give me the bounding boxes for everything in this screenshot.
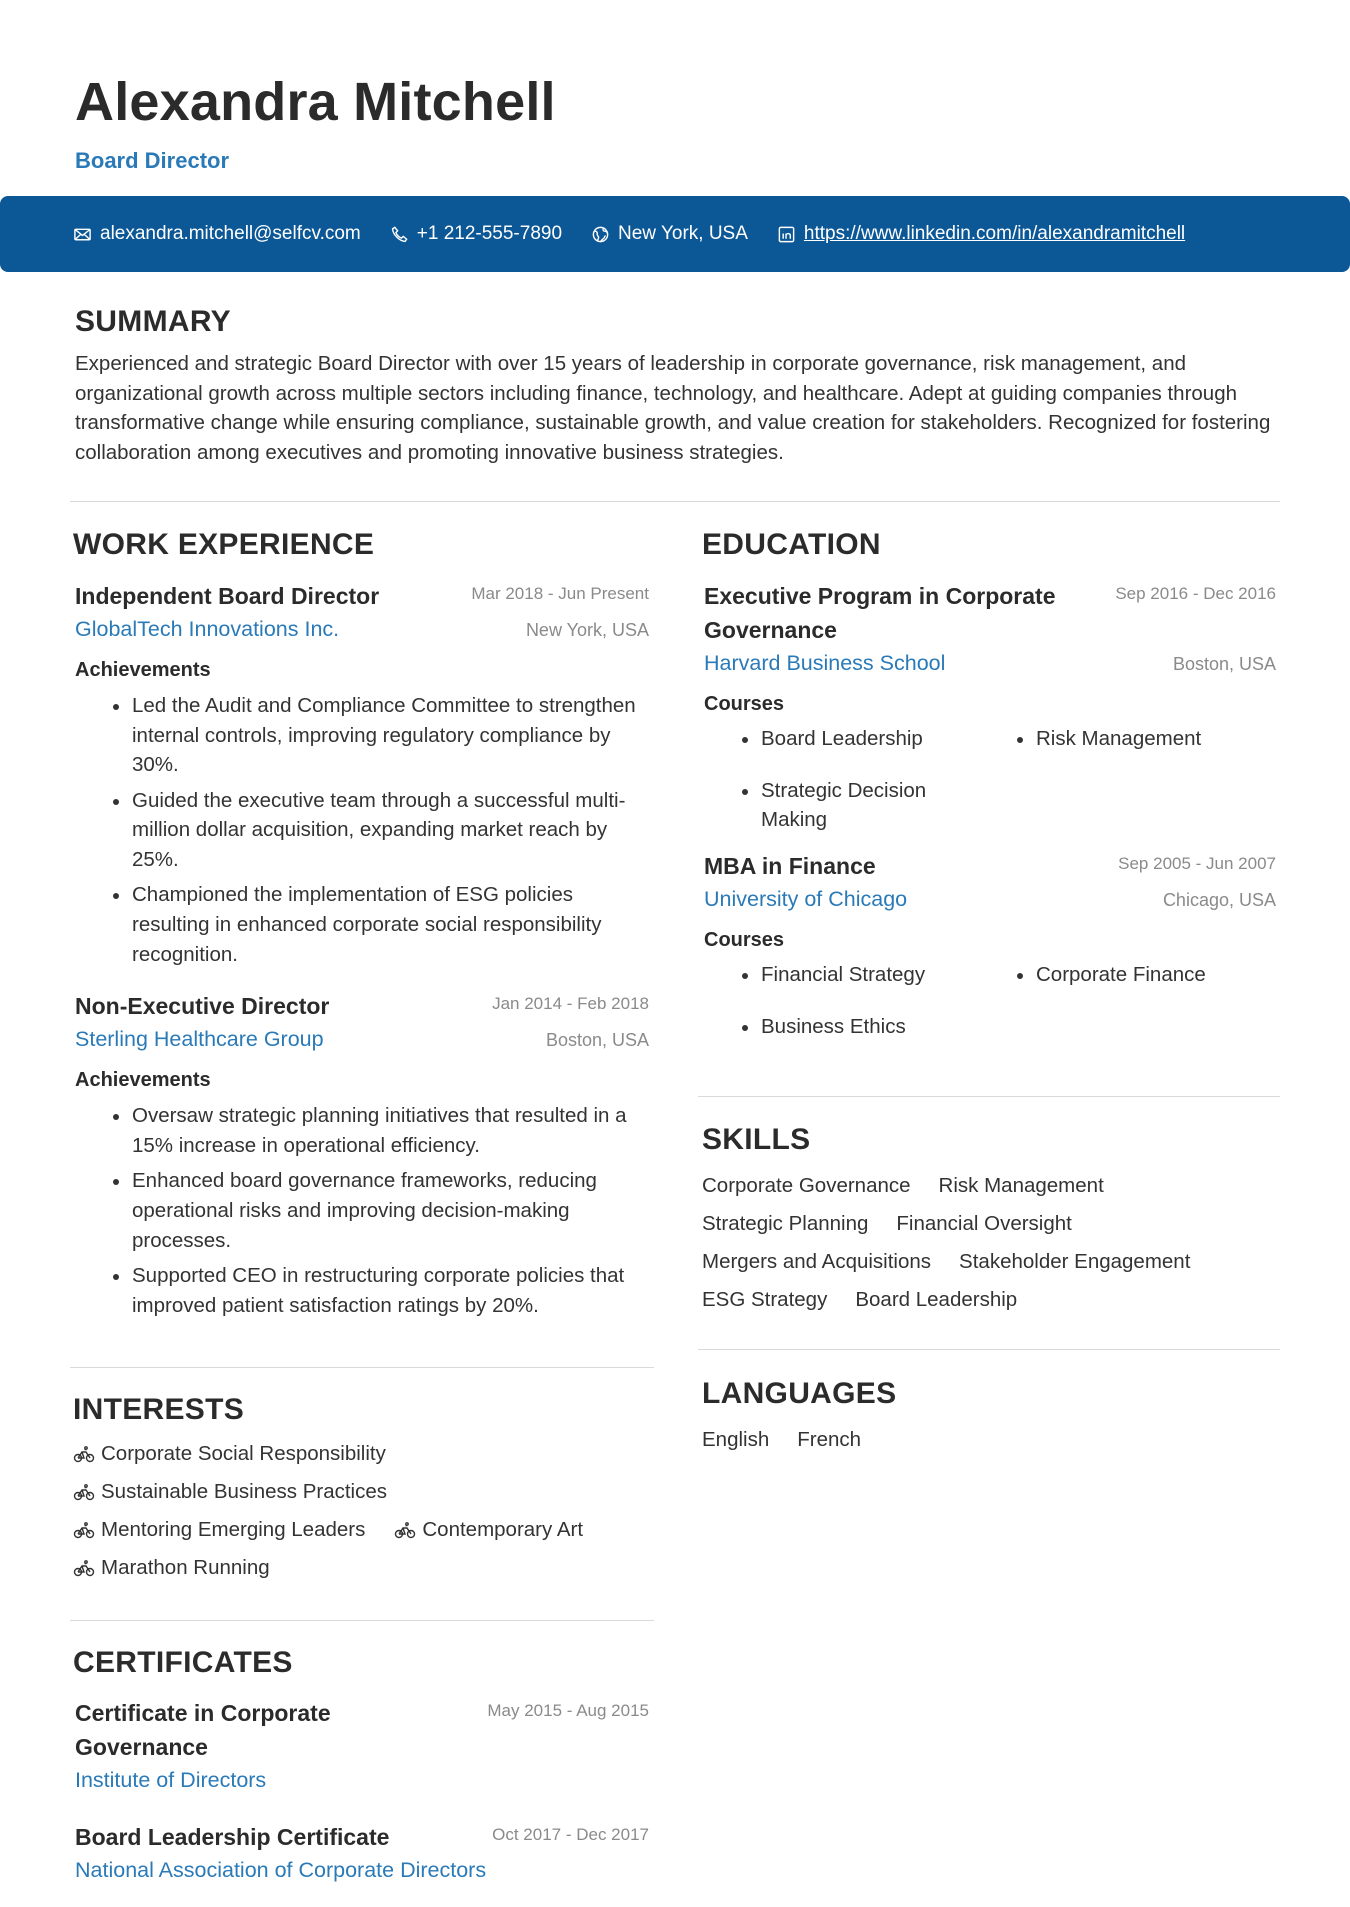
email-text: alexandra.mitchell@selfcv.com	[100, 223, 361, 244]
interest-label: Mentoring Emerging Leaders	[101, 1518, 366, 1541]
languages-section	[702, 1377, 1276, 1455]
job-title: Non-Executive Director	[75, 993, 330, 1020]
achievements-label: Achievements	[75, 659, 211, 681]
divider	[70, 501, 1280, 502]
job-title: Independent Board Director	[75, 583, 380, 609]
skills-list	[702, 1171, 1276, 1315]
course-item: Financial Strategy	[761, 960, 1036, 990]
job-date: Jan 2014 - Feb 2018	[492, 994, 649, 1014]
skills-section	[702, 1123, 1276, 1315]
phone-icon	[390, 225, 409, 244]
bicycle-icon	[394, 1521, 416, 1539]
summary-heading: SUMMARY	[75, 305, 231, 338]
bicycle-icon	[73, 1445, 95, 1463]
interest-item	[73, 1553, 604, 1583]
interest-item	[73, 1515, 365, 1545]
interest-label: Sustainable Business Practices	[101, 1480, 388, 1503]
degree-date: Sep 2005 - Jun 2007	[1118, 854, 1276, 874]
certificate-title: Board Leadership Certificate	[75, 1824, 390, 1850]
divider	[698, 1096, 1280, 1097]
skill-tag: Board Leadership	[855, 1288, 1018, 1311]
skill-tag: Corporate Governance	[702, 1174, 911, 1197]
languages-list	[702, 1425, 1276, 1455]
location-text: New York, USA	[618, 223, 748, 244]
contact-bar	[0, 196, 1350, 272]
interests-list	[73, 1439, 633, 1583]
degree-title: Executive Program in Corporate Governance	[704, 583, 1056, 643]
courses-label: Courses	[704, 929, 785, 952]
language-item: French	[797, 1428, 862, 1451]
interest-label: Corporate Social Responsibility	[101, 1442, 386, 1465]
contact-email[interactable]	[73, 223, 361, 245]
achievements-list	[75, 691, 649, 969]
education-heading: EDUCATION	[702, 528, 881, 561]
education-entry	[702, 849, 1276, 1041]
job-company: Sterling Healthcare Group	[75, 1027, 324, 1052]
job-location: New York, USA	[525, 620, 649, 640]
degree-title: MBA in Finance	[704, 853, 876, 880]
degree-date: Sep 2016 - Dec 2016	[1115, 584, 1276, 603]
interest-item	[73, 1439, 604, 1469]
certificate-issuer: National Association of Corporate Directors	[75, 1858, 487, 1882]
job-entry	[73, 579, 649, 969]
skill-tag: Risk Management	[938, 1174, 1104, 1197]
job-company: GlobalTech Innovations Inc.	[75, 617, 340, 641]
school-name: University of Chicago	[704, 887, 908, 912]
resume-header	[75, 70, 556, 174]
courses-list	[704, 724, 1276, 835]
mail-icon	[73, 225, 92, 244]
interest-label: Marathon Running	[101, 1556, 270, 1579]
certificates-heading: CERTIFICATES	[73, 1646, 293, 1679]
course-item: Business Ethics	[761, 1012, 1036, 1042]
achievement-item: Championed the implementation of ESG policies resulting in enhanced corporate social responsibility recognition.	[132, 880, 649, 969]
certificate-issuer: Institute of Directors	[75, 1768, 267, 1792]
divider	[70, 1367, 654, 1368]
interest-item	[394, 1515, 583, 1545]
skill-tag: Financial Oversight	[896, 1212, 1072, 1235]
skill-tag: Stakeholder Engagement	[959, 1250, 1191, 1273]
course-item: Board Leadership	[761, 724, 1036, 754]
job-date: Mar 2018 - Jun Present	[471, 584, 649, 603]
achievement-item: Enhanced board governance frameworks, reducing operational risks and improving decision-making processes.	[132, 1166, 649, 1255]
linkedin-link[interactable]: https://www.linkedin.com/in/alexandramitchell	[803, 223, 1186, 244]
courses-label: Courses	[704, 693, 785, 715]
job-entry	[73, 989, 649, 1320]
language-item: English	[702, 1428, 770, 1451]
bicycle-icon	[73, 1559, 95, 1577]
certificate-entry	[73, 1696, 649, 1796]
work-heading: WORK EXPERIENCE	[73, 528, 375, 561]
contact-phone[interactable]	[390, 223, 562, 245]
skills-heading: SKILLS	[702, 1123, 811, 1156]
contact-location	[591, 223, 748, 245]
languages-heading: LANGUAGES	[702, 1377, 897, 1410]
achievement-item: Guided the executive team through a successful multi-million dollar acquisition, expanding market reach by 25%.	[132, 786, 649, 875]
candidate-name: Alexandra Mitchell	[75, 72, 556, 132]
achievement-item: Led the Audit and Compliance Committee to strengthen internal controls, improving regulatory compliance by 30%.	[132, 691, 649, 780]
interest-item	[73, 1477, 604, 1507]
divider	[698, 1349, 1280, 1350]
summary-section	[75, 305, 1275, 468]
bicycle-icon	[73, 1521, 95, 1539]
job-location: Boston, USA	[545, 1030, 649, 1051]
phone-text: +1 212-555-7890	[416, 223, 563, 244]
contact-linkedin[interactable]	[777, 223, 1185, 245]
interests-heading: INTERESTS	[73, 1393, 245, 1426]
skill-tag: ESG Strategy	[702, 1288, 828, 1311]
candidate-title: Board Director	[75, 148, 230, 173]
achievements-label: Achievements	[75, 1069, 211, 1092]
interest-label: Contemporary Art	[422, 1518, 584, 1541]
interests-section	[73, 1393, 653, 1583]
achievements-list	[75, 1101, 649, 1320]
certificate-entry	[73, 1820, 649, 1886]
certificate-date: May 2015 - Aug 2015	[487, 1701, 649, 1720]
globe-icon	[591, 225, 610, 244]
school-name: Harvard Business School	[704, 651, 946, 675]
course-item: Corporate Finance	[1036, 960, 1266, 990]
course-item: Risk Management	[1036, 724, 1266, 754]
divider	[70, 1620, 654, 1621]
achievement-item: Oversaw strategic planning initiatives that resulted in a 15% increase in operational efficiency.	[132, 1101, 649, 1160]
summary-text: Experienced and strategic Board Director with over 15 years of leadership in corporate governance, risk management, and organizational growth across multiple sectors including finance, technology, and healthcare. Adept at guiding companies through transformative change while ensuring compliance, sustainable growth, and value creation for stakeholders. Recognized for fostering collaboration among executives and promoting innovative business strategies.	[75, 352, 1271, 465]
certificate-date: Oct 2017 - Dec 2017	[492, 1825, 649, 1844]
courses-list	[704, 960, 1276, 1041]
linkedin-icon	[777, 225, 796, 244]
course-item: Strategic Decision Making	[761, 776, 961, 835]
certificate-title: Certificate in Corporate Governance	[75, 1700, 331, 1760]
bicycle-icon	[73, 1483, 95, 1501]
education-entry	[702, 579, 1276, 835]
school-location: Chicago, USA	[1162, 890, 1276, 911]
certificates-section	[73, 1646, 649, 1886]
right-column	[702, 528, 1276, 1042]
skill-tag: Strategic Planning	[702, 1212, 869, 1235]
left-column	[73, 528, 649, 1326]
school-location: Boston, USA	[1172, 654, 1276, 674]
achievement-item: Supported CEO in restructuring corporate policies that improved patient satisfaction ratings by 20%.	[132, 1261, 649, 1320]
skill-tag: Mergers and Acquisitions	[702, 1250, 932, 1273]
